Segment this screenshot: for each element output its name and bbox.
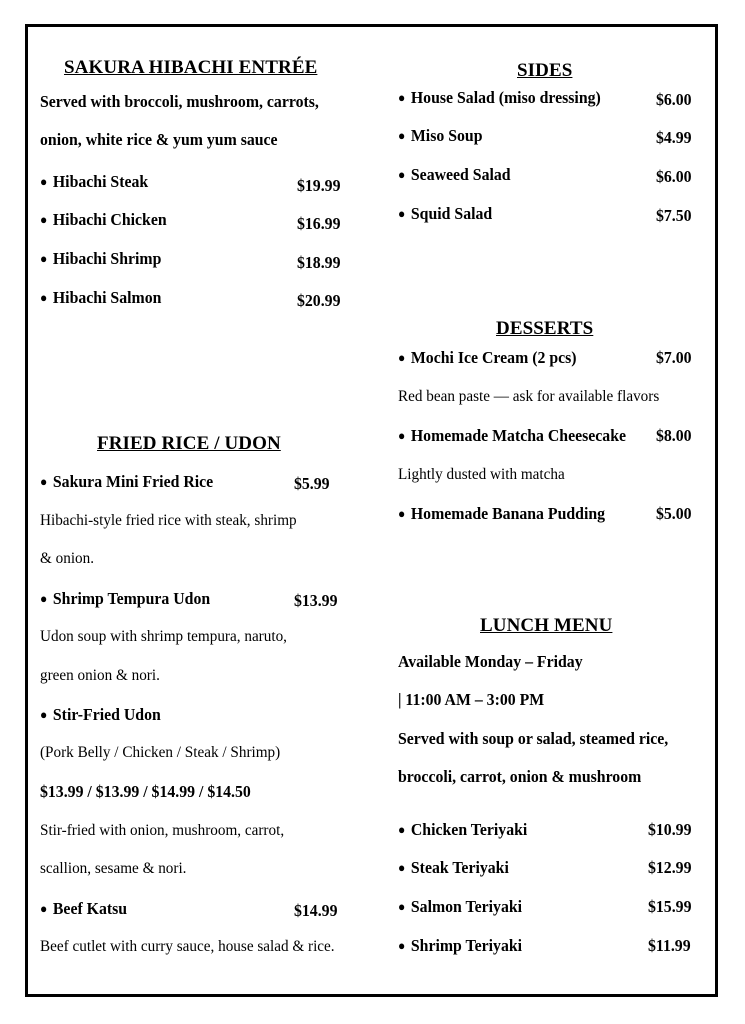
item-name: Hibachi Shrimp	[52, 249, 162, 268]
item-name: Steak Teriyaki	[410, 858, 509, 877]
lunch-availability-days: Available Monday – Friday	[398, 652, 583, 671]
lunch-served-with-line-2: broccoli, carrot, onion & mushroom	[398, 767, 642, 786]
lunch-availability-hours: | 11:00 AM – 3:00 PM	[398, 690, 545, 709]
bullet-icon: ●	[40, 251, 48, 266]
item-price: $5.00	[656, 504, 692, 523]
bullet-icon: ●	[40, 174, 48, 189]
hibachi-description-line-1: Served with broccoli, mushroom, carrots,	[40, 92, 319, 111]
bullet-icon: ●	[398, 167, 406, 182]
item-price: $18.99	[297, 253, 341, 272]
menu-border	[25, 24, 718, 997]
item-name: Hibachi Salmon	[52, 288, 162, 307]
bullet-icon: ●	[398, 350, 406, 365]
item-description: & onion.	[40, 550, 95, 567]
bullet-icon: ●	[40, 901, 48, 916]
item-price: $4.99	[656, 128, 692, 147]
item-description: Red bean paste — ask for available flavors	[398, 388, 660, 405]
lunch-served-with-line-1: Served with soup or salad, steamed rice,	[398, 729, 669, 748]
menu-item-salmon-teriyaki	[398, 897, 522, 917]
bullet-icon: ●	[398, 899, 406, 914]
item-name: Salmon Teriyaki	[410, 897, 523, 916]
bullet-icon: ●	[398, 428, 406, 443]
item-price: $10.99	[648, 820, 692, 839]
menu-item-hibachi-shrimp	[40, 249, 161, 269]
item-price: $8.00	[656, 426, 692, 445]
item-prices: $13.99 / $13.99 / $14.99 / $14.50	[40, 782, 251, 801]
item-price: $6.00	[656, 167, 692, 186]
item-description: green onion & nori.	[40, 667, 160, 684]
item-price: $15.99	[648, 897, 692, 916]
item-price: $5.99	[294, 474, 330, 493]
item-name: Hibachi Steak	[52, 172, 149, 191]
bullet-icon: ●	[398, 206, 406, 221]
menu-item-miso-soup	[398, 126, 482, 146]
item-name: Shrimp Tempura Udon	[52, 589, 211, 608]
desserts-title: DESSERTS	[496, 318, 594, 339]
menu-item-shrimp-tempura-udon	[40, 589, 210, 609]
item-name: Shrimp Teriyaki	[410, 936, 523, 955]
sides-title: SIDES	[517, 60, 573, 81]
menu-item-chicken-teriyaki	[398, 820, 527, 840]
item-price: $7.00	[656, 348, 692, 367]
bullet-icon: ●	[398, 860, 406, 875]
item-name: Homemade Banana Pudding	[410, 504, 606, 523]
bullet-icon: ●	[40, 212, 48, 227]
menu-item-stir-fried-udon	[40, 705, 161, 725]
item-price: $6.00	[656, 90, 692, 109]
bullet-icon: ●	[398, 128, 406, 143]
item-name: Squid Salad	[410, 204, 493, 223]
bullet-icon: ●	[40, 290, 48, 305]
bullet-icon: ●	[40, 591, 48, 606]
menu-item-hibachi-salmon	[40, 288, 161, 308]
fried-rice-title: FRIED RICE / UDON	[97, 433, 281, 454]
menu-item-seaweed-salad	[398, 165, 511, 185]
item-price: $16.99	[297, 214, 341, 233]
menu-item-house-salad	[398, 88, 601, 108]
item-description: Udon soup with shrimp tempura, naruto,	[40, 628, 287, 645]
item-price: $12.99	[648, 858, 692, 877]
item-price: $11.99	[648, 936, 691, 955]
item-name: Seaweed Salad	[410, 165, 511, 184]
menu-item-squid-salad	[398, 204, 492, 224]
menu-item-beef-katsu	[40, 899, 127, 919]
item-name: Miso Soup	[410, 126, 483, 145]
menu-item-banana-pudding	[398, 504, 605, 524]
menu-item-steak-teriyaki	[398, 858, 509, 878]
hibachi-description-line-2: onion, white rice & yum yum sauce	[40, 130, 278, 149]
item-price: $14.99	[294, 901, 338, 920]
bullet-icon: ●	[40, 474, 48, 489]
item-description: Stir-fried with onion, mushroom, carrot,	[40, 822, 285, 839]
bullet-icon: ●	[398, 822, 406, 837]
item-options: (Pork Belly / Chicken / Steak / Shrimp)	[40, 744, 281, 761]
menu-item-mochi-ice-cream	[398, 348, 577, 368]
item-name: Chicken Teriyaki	[410, 820, 528, 839]
menu-item-matcha-cheesecake	[398, 426, 626, 446]
item-name: Hibachi Chicken	[52, 210, 167, 229]
bullet-icon: ●	[40, 707, 48, 722]
menu-item-shrimp-teriyaki	[398, 936, 522, 956]
lunch-title: LUNCH MENU	[480, 615, 613, 636]
item-description: scallion, sesame & nori.	[40, 860, 187, 877]
item-name: Sakura Mini Fried Rice	[52, 472, 214, 491]
menu-item-hibachi-steak	[40, 172, 148, 192]
item-price: $20.99	[297, 291, 341, 310]
item-description: Hibachi-style fried rice with steak, shrimp	[40, 512, 297, 529]
bullet-icon: ●	[398, 506, 406, 521]
hibachi-title: SAKURA HIBACHI ENTRÉE	[64, 57, 318, 78]
item-name: Stir-Fried Udon	[52, 705, 161, 724]
item-name: Beef Katsu	[52, 899, 128, 918]
item-name: House Salad (miso dressing)	[410, 88, 601, 107]
menu-item-sakura-mini-fried-rice	[40, 472, 213, 492]
item-price: $7.50	[656, 206, 692, 225]
item-price: $19.99	[297, 176, 341, 195]
item-price: $13.99	[294, 591, 338, 610]
menu-item-hibachi-chicken	[40, 210, 167, 230]
bullet-icon: ●	[398, 938, 406, 953]
bullet-icon: ●	[398, 90, 406, 105]
item-description: Lightly dusted with matcha	[398, 466, 565, 483]
item-description: Beef cutlet with curry sauce, house salad & rice.	[40, 938, 335, 955]
item-name: Mochi Ice Cream (2 pcs)	[410, 348, 577, 367]
item-name: Homemade Matcha Cheesecake	[410, 426, 627, 445]
